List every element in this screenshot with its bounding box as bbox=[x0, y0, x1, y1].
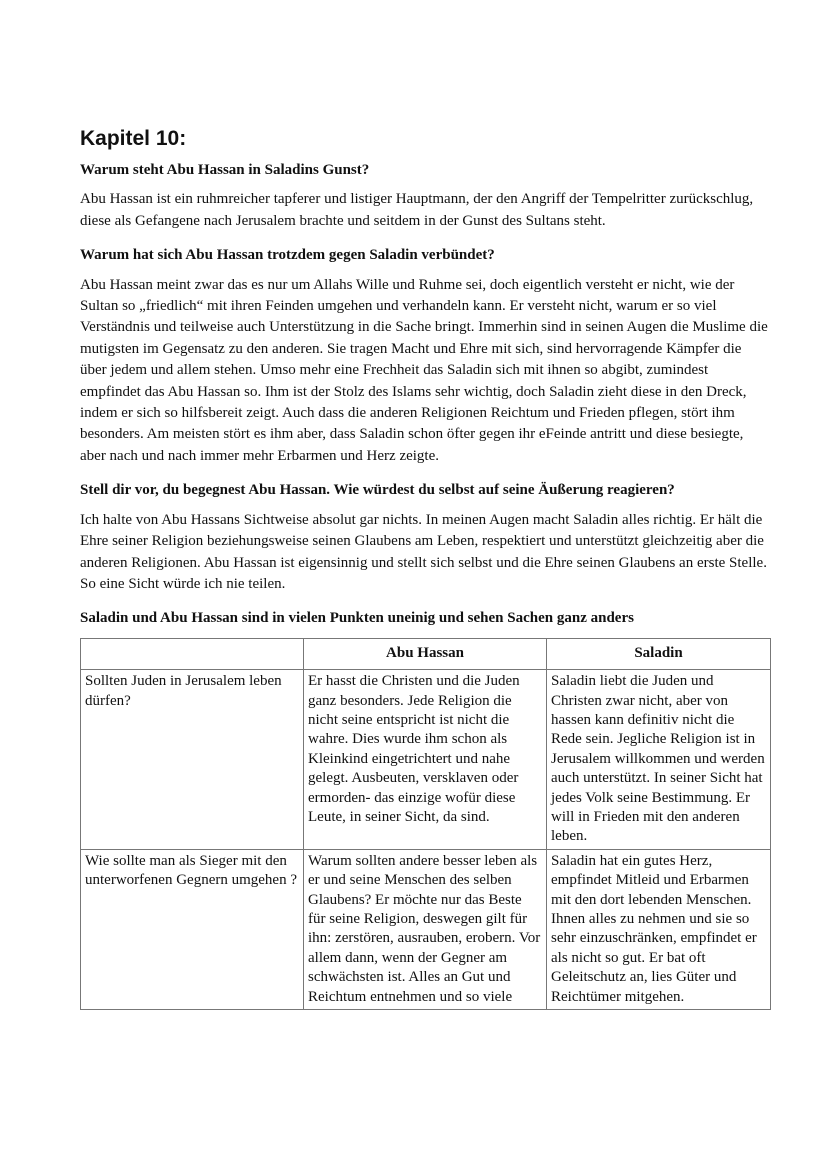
document-page bbox=[80, 126, 770, 1010]
question-3: Stell dir vor, du begegnest Abu Hassan. Wie würdest du selbst auf seine Äußerung reagieren? bbox=[80, 482, 675, 499]
row-2-question: Wie sollte man als Sieger mit den unterworfenen Gegnern umgehen ? bbox=[81, 849, 304, 1009]
header-saladin: Saladin bbox=[547, 638, 771, 669]
question-2: Warum hat sich Abu Hassan trotzdem gegen Saladin verbündet? bbox=[80, 247, 495, 264]
header-abu-hassan: Abu Hassan bbox=[304, 638, 547, 669]
table-row bbox=[81, 849, 771, 1009]
table-header-row bbox=[81, 638, 771, 669]
row-2-abu-hassan: Warum sollten andere besser leben als er und seine Menschen des selben Glaubens? Er möchte nur das Beste für seine Religion, deswegen gilt für ihn: zerstören, ausrauben, erobern. Vor allem dann, wenn der Gegner am schwächsten ist. Alles an Gut und Reichtum entnehmen und so viele bbox=[304, 849, 547, 1009]
table-row bbox=[81, 670, 771, 850]
header-empty bbox=[81, 638, 304, 669]
table-heading: Saladin und Abu Hassan sind in vielen Punkten uneinig und sehen Sachen ganz anders bbox=[80, 610, 634, 627]
row-2-saladin: Saladin hat ein gutes Herz, empfindet Mitleid und Erbarmen mit den dort lebenden Menschen. Ihnen alles zu nehmen und sie so sehr einzuschränken, empfindet er als nicht so gut. Er bat oft Geleitschutz an, lies Güter und Reichtümer mitgehen. bbox=[547, 849, 771, 1009]
row-1-abu-hassan: Er hasst die Christen und die Juden ganz besonders. Jede Religion die nicht seine entspricht ist nicht die wahre. Dies wurde ihm schon als Kleinkind eingetrichtert und nahe gelegt. Ausbeuten, versklaven oder ermorden- das einzige wofür diese Leute, in seiner Sicht, da sind. bbox=[304, 670, 547, 850]
question-1: Warum steht Abu Hassan in Saladins Gunst? bbox=[80, 162, 370, 178]
comparison-table bbox=[80, 638, 771, 1010]
answer-1: Abu Hassan ist ein ruhmreicher tapferer und listiger Hauptmann, der den Angriff der Tempelritter zurückschlug, diese als Gefangene nach Jerusalem brachte und seitdem in der Gunst des Sultans steht. bbox=[80, 191, 754, 229]
chapter-title: Kapitel 10: bbox=[80, 127, 187, 150]
answer-2: Abu Hassan meint zwar das es nur um Allahs Wille und Ruhme sei, doch eigentlich versteht er nicht, wie der Sultan so „friedlich“ mit ihren Feinden umgehen und verhandeln kann. Er versteht nicht, warum er so viel Verständnis und teilweise auch Unterstützung in die Sache bringt. Immerhin sind in seinen Augen die Muslime die mutigsten im Gegensatz zu den anderen. Sie tragen Macht und Ehre mit sich, sind hervorragende Kämpfer die über jedem und allem stehen. Umso mehr eine Frechheit das Saladin sich mit ihnen so abgibt, zumindest empfindet das Abu Hassan so. Ihm ist der Stolz des Islams sehr wichtig, doch Saladin zieht diese in den Dreck, indem er sich so hilfsbereit zeigt. Auch dass die anderen Religionen Reichtum und Frieden pflegen, stört ihm besonders. Am meisten stört es ihm aber, dass Saladin schon öfter gegen ihr eFeinde antritt und diese besiegte, aber nach und nach immer mehr Erbarmen und Herz zeigte. bbox=[80, 276, 768, 464]
row-1-saladin: Saladin liebt die Juden und Christen zwar nicht, aber von hassen kann definitiv nicht die Rede sein. Jegliche Religion ist in Jerusalem willkommen und werden auch unterstützt. In seiner Sicht hat jedes Volk seine Bestimmung. Er will in Frieden mit den anderen leben. bbox=[547, 670, 771, 850]
answer-3: Ich halte von Abu Hassans Sichtweise absolut gar nichts. In meinen Augen macht Saladin alles richtig. Er hält die Ehre seiner Religion beziehungsweise seinen Glaubens am Leben, respektiert und unterstützt gleichzeitig aber die anderen Religionen. Abu Hassan ist eigensinnig und stellt sich selbst und die Ehre seinen Glaubens an erste Stelle. So eine Sicht würde ich nie teilen. bbox=[80, 511, 767, 592]
row-1-question: Sollten Juden in Jerusalem leben dürfen? bbox=[81, 670, 304, 850]
